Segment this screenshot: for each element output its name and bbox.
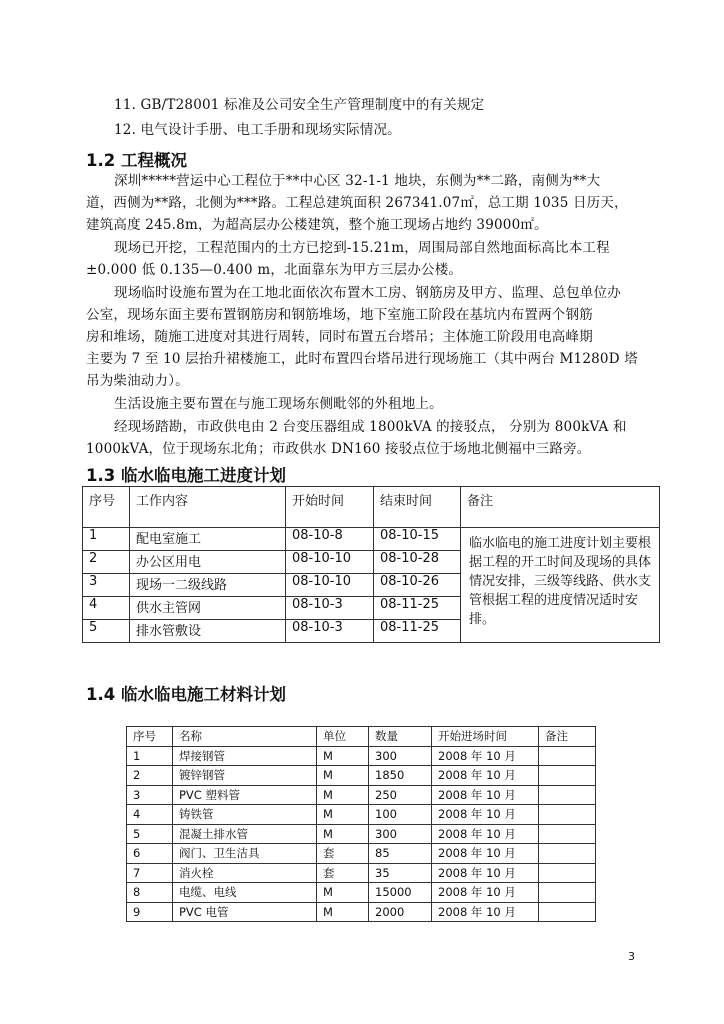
table-row	[127, 785, 596, 805]
table-cell: 6	[127, 844, 173, 864]
table-cell: 2008 年 10 月	[432, 883, 539, 903]
table-cell: M	[317, 785, 369, 805]
table-cell: 7	[127, 863, 173, 883]
paragraph-line: 吊为柴油动力）。	[86, 373, 189, 389]
table-cell: 镀锌钢管	[173, 766, 317, 786]
table-cell: 消火栓	[173, 863, 317, 883]
table-cell: 250	[369, 785, 432, 805]
table-cell: 配电室施工	[130, 528, 286, 551]
table-cell: 2	[127, 766, 173, 786]
paragraph-line: 经现场踏勘，市政供电由 2 台变压器组成 1800kVA 的接驳点， 分别为 800kVA 和	[114, 419, 627, 435]
table-cell: M	[317, 766, 369, 786]
table-row	[127, 883, 596, 903]
table-cell: 焊接钢管	[173, 746, 317, 766]
table-cell: 5	[127, 824, 173, 844]
schedule-header-cell: 序号	[83, 487, 130, 528]
reference-item-12: 12. 电气设计手册、电工手册和现场实际情况。	[114, 122, 401, 138]
materials-header-cell: 序号	[127, 727, 173, 747]
table-row	[127, 844, 596, 864]
table-row	[127, 863, 596, 883]
table-cell: 现场一二级线路	[130, 574, 286, 597]
schedule-header-cell: 备注	[461, 487, 660, 528]
table-cell: 8	[127, 883, 173, 903]
table-cell: 08-10-28	[374, 551, 461, 574]
table-cell: 供水主管网	[130, 597, 286, 620]
table-cell	[539, 805, 596, 825]
table-row	[127, 902, 596, 922]
table-cell: 阀门、卫生洁具	[173, 844, 317, 864]
table-cell: 100	[369, 805, 432, 825]
table-cell: 套	[317, 863, 369, 883]
table-cell: 2008 年 10 月	[432, 766, 539, 786]
section-heading-1-2: 1.2 工程概况	[86, 151, 187, 170]
table-cell: 2008 年 10 月	[432, 863, 539, 883]
schedule-note: 临水临电的施工进度计划主要根据工程的开工时间及现场的具体情况安排，三级等线路、供水支管根据工程的进度情况适时安排。	[461, 528, 660, 643]
schedule-header-row	[83, 487, 660, 528]
table-cell: 套	[317, 844, 369, 864]
paragraph-line: 主要为 7 至 10 层抬升裙楼施工，此时布置四台塔吊进行现场施工（其中两台 M1280D 塔	[86, 351, 638, 367]
table-cell: 08-10-3	[286, 597, 374, 620]
table-cell: 08-10-10	[286, 551, 374, 574]
materials-header-cell: 备注	[539, 727, 596, 747]
table-cell: 35	[369, 863, 432, 883]
table-cell: 08-11-25	[374, 597, 461, 620]
table-row	[127, 824, 596, 844]
table-cell	[539, 883, 596, 903]
table-cell: 08-10-10	[286, 574, 374, 597]
table-cell: 85	[369, 844, 432, 864]
table-row	[127, 766, 596, 786]
paragraph-line: ±0.000 低 0.135—0.400 m，北面靠东为甲方三层办公楼。	[86, 262, 463, 278]
table-cell: 08-11-25	[374, 620, 461, 643]
table-cell	[539, 766, 596, 786]
paragraph-line: 房和堆场，随施工进度对其进行周转，同时布置五台塔吊；主体施工阶段用电高峰期	[86, 329, 593, 345]
table-cell	[539, 902, 596, 922]
table-cell: 2008 年 10 月	[432, 785, 539, 805]
table-cell: 08-10-3	[286, 620, 374, 643]
table-cell: 3	[127, 785, 173, 805]
table-cell: 2008 年 10 月	[432, 902, 539, 922]
paragraph-line: 道，西侧为**路，北侧为***路。工程总建筑面积 267341.07㎡，总工期 1035 日历天，	[86, 195, 628, 211]
table-cell: 办公区用电	[130, 551, 286, 574]
table-cell: 300	[369, 746, 432, 766]
reference-item-11: 11. GB/T28001 标准及公司安全生产管理制度中的有关规定	[114, 97, 485, 113]
table-cell: PVC 电管	[173, 902, 317, 922]
table-cell: M	[317, 805, 369, 825]
table-cell: 铸铁管	[173, 805, 317, 825]
schedule-header-cell: 工作内容	[130, 487, 286, 528]
table-row	[127, 805, 596, 825]
paragraph-line: 现场临时设施布置为在工地北面依次布置木工房、钢筋房及甲方、监理、总包单位办	[114, 285, 621, 301]
table-cell: 4	[83, 597, 130, 620]
table-cell: 3	[83, 574, 130, 597]
table-cell: 08-10-15	[374, 528, 461, 551]
paragraph-line: 1000kVA，位于现场东北角；市政供水 DN160 接驳点位于场地北侧福中三路旁。	[86, 441, 591, 457]
paragraph-line: 公室，现场东面主要布置钢筋房和钢筋堆场，地下室施工阶段在基坑内布置两个钢筋	[86, 307, 593, 323]
table-cell: 1	[83, 528, 130, 551]
table-cell: 08-10-26	[374, 574, 461, 597]
table-cell: 排水管敷设	[130, 620, 286, 643]
table-cell: 2	[83, 551, 130, 574]
materials-header-cell: 开始进场时间	[432, 727, 539, 747]
table-cell: 4	[127, 805, 173, 825]
paragraph-line: 现场已开挖，工程范围内的土方已挖到-15.21m，周围局部自然地面标高比本工程	[114, 240, 610, 256]
table-cell	[539, 824, 596, 844]
table-cell	[539, 863, 596, 883]
table-cell: 5	[83, 620, 130, 643]
schedule-header-cell: 结束时间	[374, 487, 461, 528]
table-cell: M	[317, 746, 369, 766]
table-row	[127, 746, 596, 766]
table-row	[83, 528, 660, 551]
schedule-header-cell: 开始时间	[286, 487, 374, 528]
table-cell: 2008 年 10 月	[432, 824, 539, 844]
schedule-table	[82, 486, 660, 643]
section-heading-1-3: 1.3 临水临电施工进度计划	[86, 466, 286, 485]
paragraph-line: 建筑高度 245.8m，为超高层办公楼建筑，整个施工现场占地约 39000㎡。	[86, 217, 548, 233]
materials-header-cell: 名称	[173, 727, 317, 747]
table-cell	[539, 785, 596, 805]
materials-header-row	[127, 727, 596, 747]
table-cell: M	[317, 902, 369, 922]
table-cell: 2008 年 10 月	[432, 746, 539, 766]
materials-header-cell: 数量	[369, 727, 432, 747]
materials-header-cell: 单位	[317, 727, 369, 747]
table-cell	[539, 844, 596, 864]
table-cell: M	[317, 883, 369, 903]
table-cell: 15000	[369, 883, 432, 903]
section-heading-1-4: 1.4 临水临电施工材料计划	[86, 685, 286, 704]
table-cell: M	[317, 824, 369, 844]
paragraph-line: 深圳*****营运中心工程位于**中心区 32-1-1 地块，东侧为**二路，南侧为**大	[114, 173, 601, 189]
materials-table	[126, 726, 596, 922]
table-cell: 1850	[369, 766, 432, 786]
table-cell: 2008 年 10 月	[432, 805, 539, 825]
paragraph-line: 生活设施主要布置在与施工现场东侧毗邻的外租地上。	[114, 396, 443, 412]
table-cell: 1	[127, 746, 173, 766]
table-cell: PVC 塑料管	[173, 785, 317, 805]
table-cell: 9	[127, 902, 173, 922]
table-cell: 2008 年 10 月	[432, 844, 539, 864]
table-cell: 电缆、电线	[173, 883, 317, 903]
page-number: 3	[628, 950, 635, 963]
table-cell: 混凝土排水管	[173, 824, 317, 844]
table-cell: 2000	[369, 902, 432, 922]
table-cell: 300	[369, 824, 432, 844]
table-cell	[539, 746, 596, 766]
table-cell: 08-10-8	[286, 528, 374, 551]
